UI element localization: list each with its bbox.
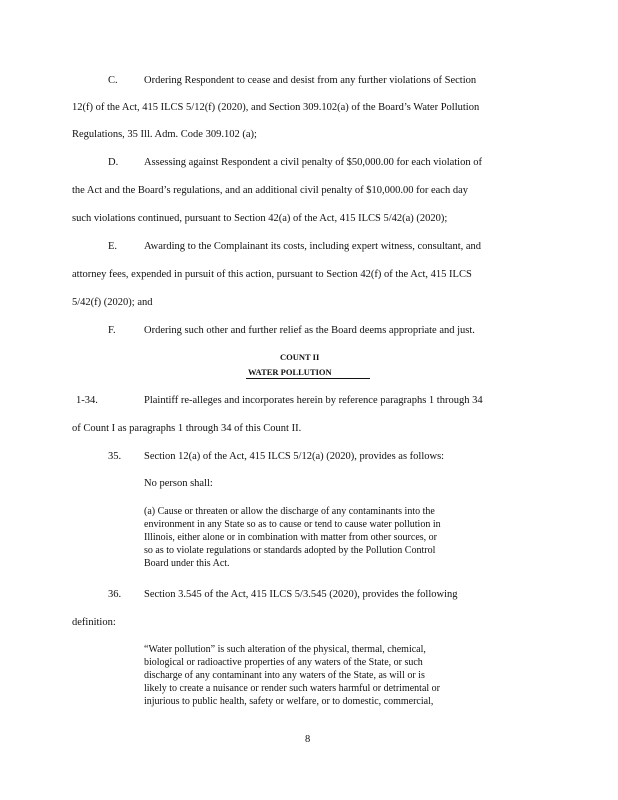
para-c-line: Regulations, 35 Ill. Adm. Code 309.102 (a); xyxy=(72,129,257,140)
quote-line: (a) Cause or threaten or allow the discharge of any contaminants into the xyxy=(144,506,435,517)
quote-line: Illinois, either alone or in combination with matter from other sources, or xyxy=(144,532,437,543)
para-36-text: Section 3.545 of the Act, 415 ILCS 5/3.545 (2020), provides the following xyxy=(144,589,458,600)
realleges-line: Plaintiff re-alleges and incorporates herein by reference paragraphs 1 through 34 xyxy=(144,395,483,406)
para-c-line: Ordering Respondent to cease and desist from any further violations of Section xyxy=(144,75,477,86)
quote-line: environment in any State so as to cause or tend to cause water pollution in xyxy=(144,519,441,530)
count-subheading: WATER POLLUTION xyxy=(248,367,332,377)
para-f-label: F. xyxy=(108,325,116,336)
realleges-label: 1-34. xyxy=(76,395,98,406)
para-35-num: 35. xyxy=(108,451,122,462)
para-e-line: Awarding to the Complainant its costs, including expert witness, consultant, and xyxy=(144,241,482,252)
para-35-text: Section 12(a) of the Act, 415 ILCS 5/12(a) (2020), provides as follows: xyxy=(144,451,445,462)
para-e-line: attorney fees, expended in pursuit of this action, pursuant to Section 42(f) of the Act, 415 ILCS xyxy=(72,269,472,280)
page-number: 8 xyxy=(305,734,311,745)
quote-line: discharge of any contaminant into any waters of the State, as will or is xyxy=(144,670,425,681)
para-d-line: the Act and the Board’s regulations, and an additional civil penalty of $10,000.00 for each day xyxy=(72,185,468,196)
para-d-line: such violations continued, pursuant to Section 42(a) of the Act, 415 ILCS 5/42(a) (2020); xyxy=(72,213,448,224)
para-d-line: Assessing against Respondent a civil penalty of $50,000.00 for each violation of xyxy=(144,157,482,168)
quote-line: “Water pollution” is such alteration of the physical, thermal, chemical, xyxy=(144,644,426,655)
para-36-cont: definition: xyxy=(72,617,116,628)
para-35-intro: No person shall: xyxy=(144,478,213,489)
para-36-num: 36. xyxy=(108,589,122,600)
para-c-label: C. xyxy=(108,75,118,86)
quote-line: so as to violate regulations or standards adopted by the Pollution Control xyxy=(144,545,436,556)
heading-underline xyxy=(246,378,370,379)
quote-line: likely to create a nuisance or render such waters harmful or detrimental or xyxy=(144,683,440,694)
para-d-label: D. xyxy=(108,157,119,168)
para-f-line: Ordering such other and further relief as the Board deems appropriate and just. xyxy=(144,325,475,336)
para-e-label: E. xyxy=(108,241,118,252)
para-c-line: 12(f) of the Act, 415 ILCS 5/12(f) (2020), and Section 309.102(a) of the Board’s Water Pollution xyxy=(72,102,480,113)
para-e-line: 5/42(f) (2020); and xyxy=(72,297,153,308)
quote-line: Board under this Act. xyxy=(144,558,230,569)
quote-line: injurious to public health, safety or welfare, or to domestic, commercial, xyxy=(144,696,434,707)
quote-line: biological or radioactive properties of any waters of the State, or such xyxy=(144,657,423,668)
realleges-line: of Count I as paragraphs 1 through 34 of this Count II. xyxy=(72,423,302,434)
count-heading: COUNT II xyxy=(280,352,320,362)
